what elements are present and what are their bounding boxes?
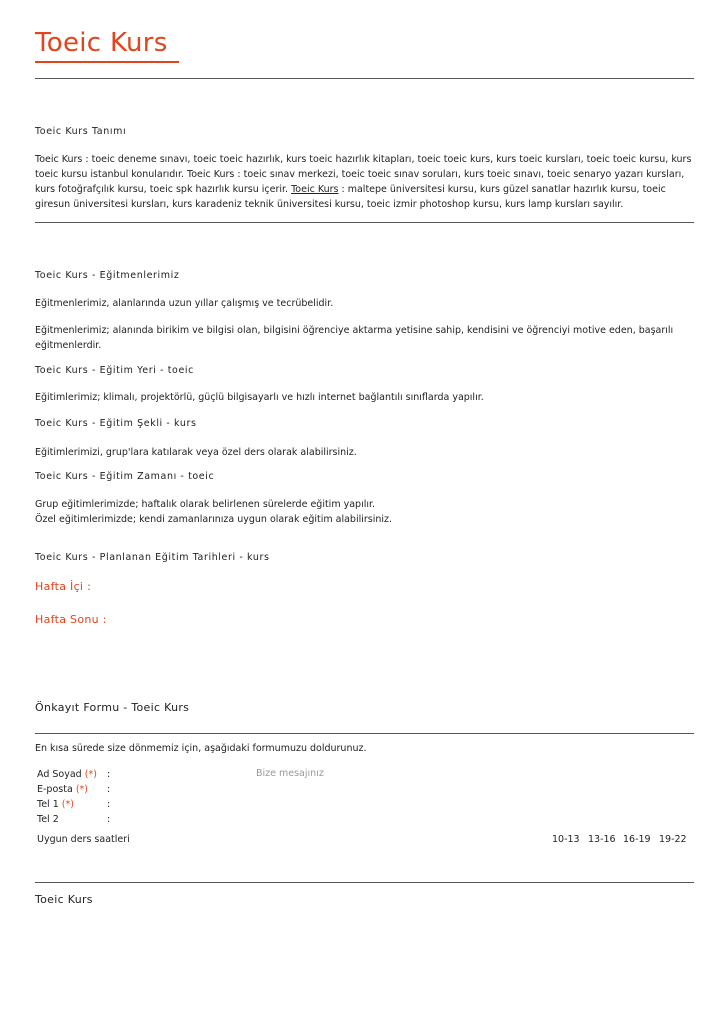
email-colon: :	[107, 784, 111, 795]
schedule-weekday: Hafta İçi :	[35, 580, 92, 593]
email-label	[37, 784, 88, 795]
description-text-after: : maltepe üniversitesi kursu, kurs güzel sanatlar hazırlık kursu, toeic giresun üniversitesi kursları, kurs karadeniz teknik üniversitesi kursu, toeic izmir photoshop kursu, kurs lamp kursları sayılır.	[35, 184, 666, 210]
name-input[interactable]	[116, 769, 246, 782]
instructors-heading: Toeic Kurs - Eğitmenlerimiz	[35, 270, 180, 281]
form-intro: En kısa sürede size dönmemiz için, aşağıdaki formumuzu doldurunuz.	[35, 743, 367, 754]
timing-heading: Toeic Kurs - Eğitim Zamanı - toeic	[35, 471, 215, 482]
instructors-p1: Eğitmenlerimiz, alanlarında uzun yıllar çalışmış ve tecrübelidir.	[35, 298, 334, 309]
name-required-mark: (*)	[84, 769, 97, 780]
slot-13-16[interactable]: 13-16	[588, 834, 616, 845]
slot-16-19[interactable]: 16-19	[623, 834, 651, 845]
slot-10-13[interactable]: 10-13	[552, 834, 580, 845]
tel1-colon: :	[107, 799, 111, 810]
hours-label: Uygun ders saatleri	[37, 834, 130, 845]
tel1-input[interactable]	[116, 799, 246, 812]
email-required-mark: (*)	[75, 784, 88, 795]
slot-19-22[interactable]: 19-22	[659, 834, 687, 845]
email-label-text: E-posta	[37, 784, 73, 795]
form-divider	[35, 733, 694, 734]
tel2-label	[37, 814, 59, 825]
tel1-label-text: Tel 1	[37, 799, 59, 810]
message-textarea[interactable]	[256, 768, 546, 826]
schedule-heading: Toeic Kurs - Planlanan Eğitim Tarihleri - kurs	[35, 552, 270, 563]
description-text-before: Toeic Kurs : toeic deneme sınavı, toeic toeic hazırlık, kurs toeic hazırlık kitapları, toeic toeic kurs, kurs toeic kursları, toeic toeic kursu, kurs toeic kursu istanbul konularıdır. Toeic Kurs : toeic sınav merkezi, toeic toeic sınav soruları, kurs toeic sınavı, toeic senaryo yazarı kursları, kurs fotoğrafçılık kursu, toeic spk hazırlık kursu içerir.	[35, 154, 692, 195]
schedule-weekend: Hafta Sonu :	[35, 613, 107, 626]
header-divider	[35, 78, 694, 79]
tel1-label	[37, 799, 74, 810]
description-divider	[35, 222, 694, 223]
location-heading: Toeic Kurs - Eğitim Yeri - toeic	[35, 365, 194, 376]
form-heading: Önkayıt Formu - Toeic Kurs	[35, 701, 190, 714]
footer-title: Toeic Kurs	[35, 893, 93, 906]
email-input[interactable]	[116, 784, 246, 797]
tel2-input[interactable]	[116, 814, 246, 827]
tel1-required-mark: (*)	[61, 799, 74, 810]
description-text	[35, 152, 695, 212]
tel2-label-text: Tel 2	[37, 814, 59, 825]
name-colon: :	[107, 769, 111, 780]
location-text: Eğitimlerimiz; klimalı, projektörlü, güçlü bilgisayarlı ve hızlı internet bağlantılı sınıflarda yapılır.	[35, 392, 484, 403]
site-title[interactable]: Toeic Kurs	[35, 28, 168, 58]
format-heading: Toeic Kurs - Eğitim Şekli - kurs	[35, 418, 197, 429]
description-heading: Toeic Kurs Tanımı	[35, 126, 127, 137]
description-link[interactable]: Toeic Kurs	[291, 184, 339, 195]
timing-line2: Özel eğitimlerimizde; kendi zamanlarınıza uygun olarak eğitim alabilirsiniz.	[35, 514, 393, 525]
name-label-text: Ad Soyad	[37, 769, 82, 780]
name-label	[37, 769, 97, 780]
instructors-p2: Eğitmenlerimiz; alanında birikim ve bilgisi olan, bilgisini öğrenciye aktarma yetisine sahip, kendisini ve öğrenciyi motive eden, başarılı eğitmenlerdir.	[35, 325, 674, 351]
tel2-colon: :	[107, 814, 111, 825]
footer-divider	[35, 882, 694, 883]
format-text: Eğitimlerimizi, grup'lara katılarak veya özel ders olarak alabilirsiniz.	[35, 447, 357, 458]
timing-line1: Grup eğitimlerimizde; haftalık olarak belirlenen sürelerde eğitim yapılır.	[35, 499, 376, 510]
title-underline	[35, 61, 179, 63]
